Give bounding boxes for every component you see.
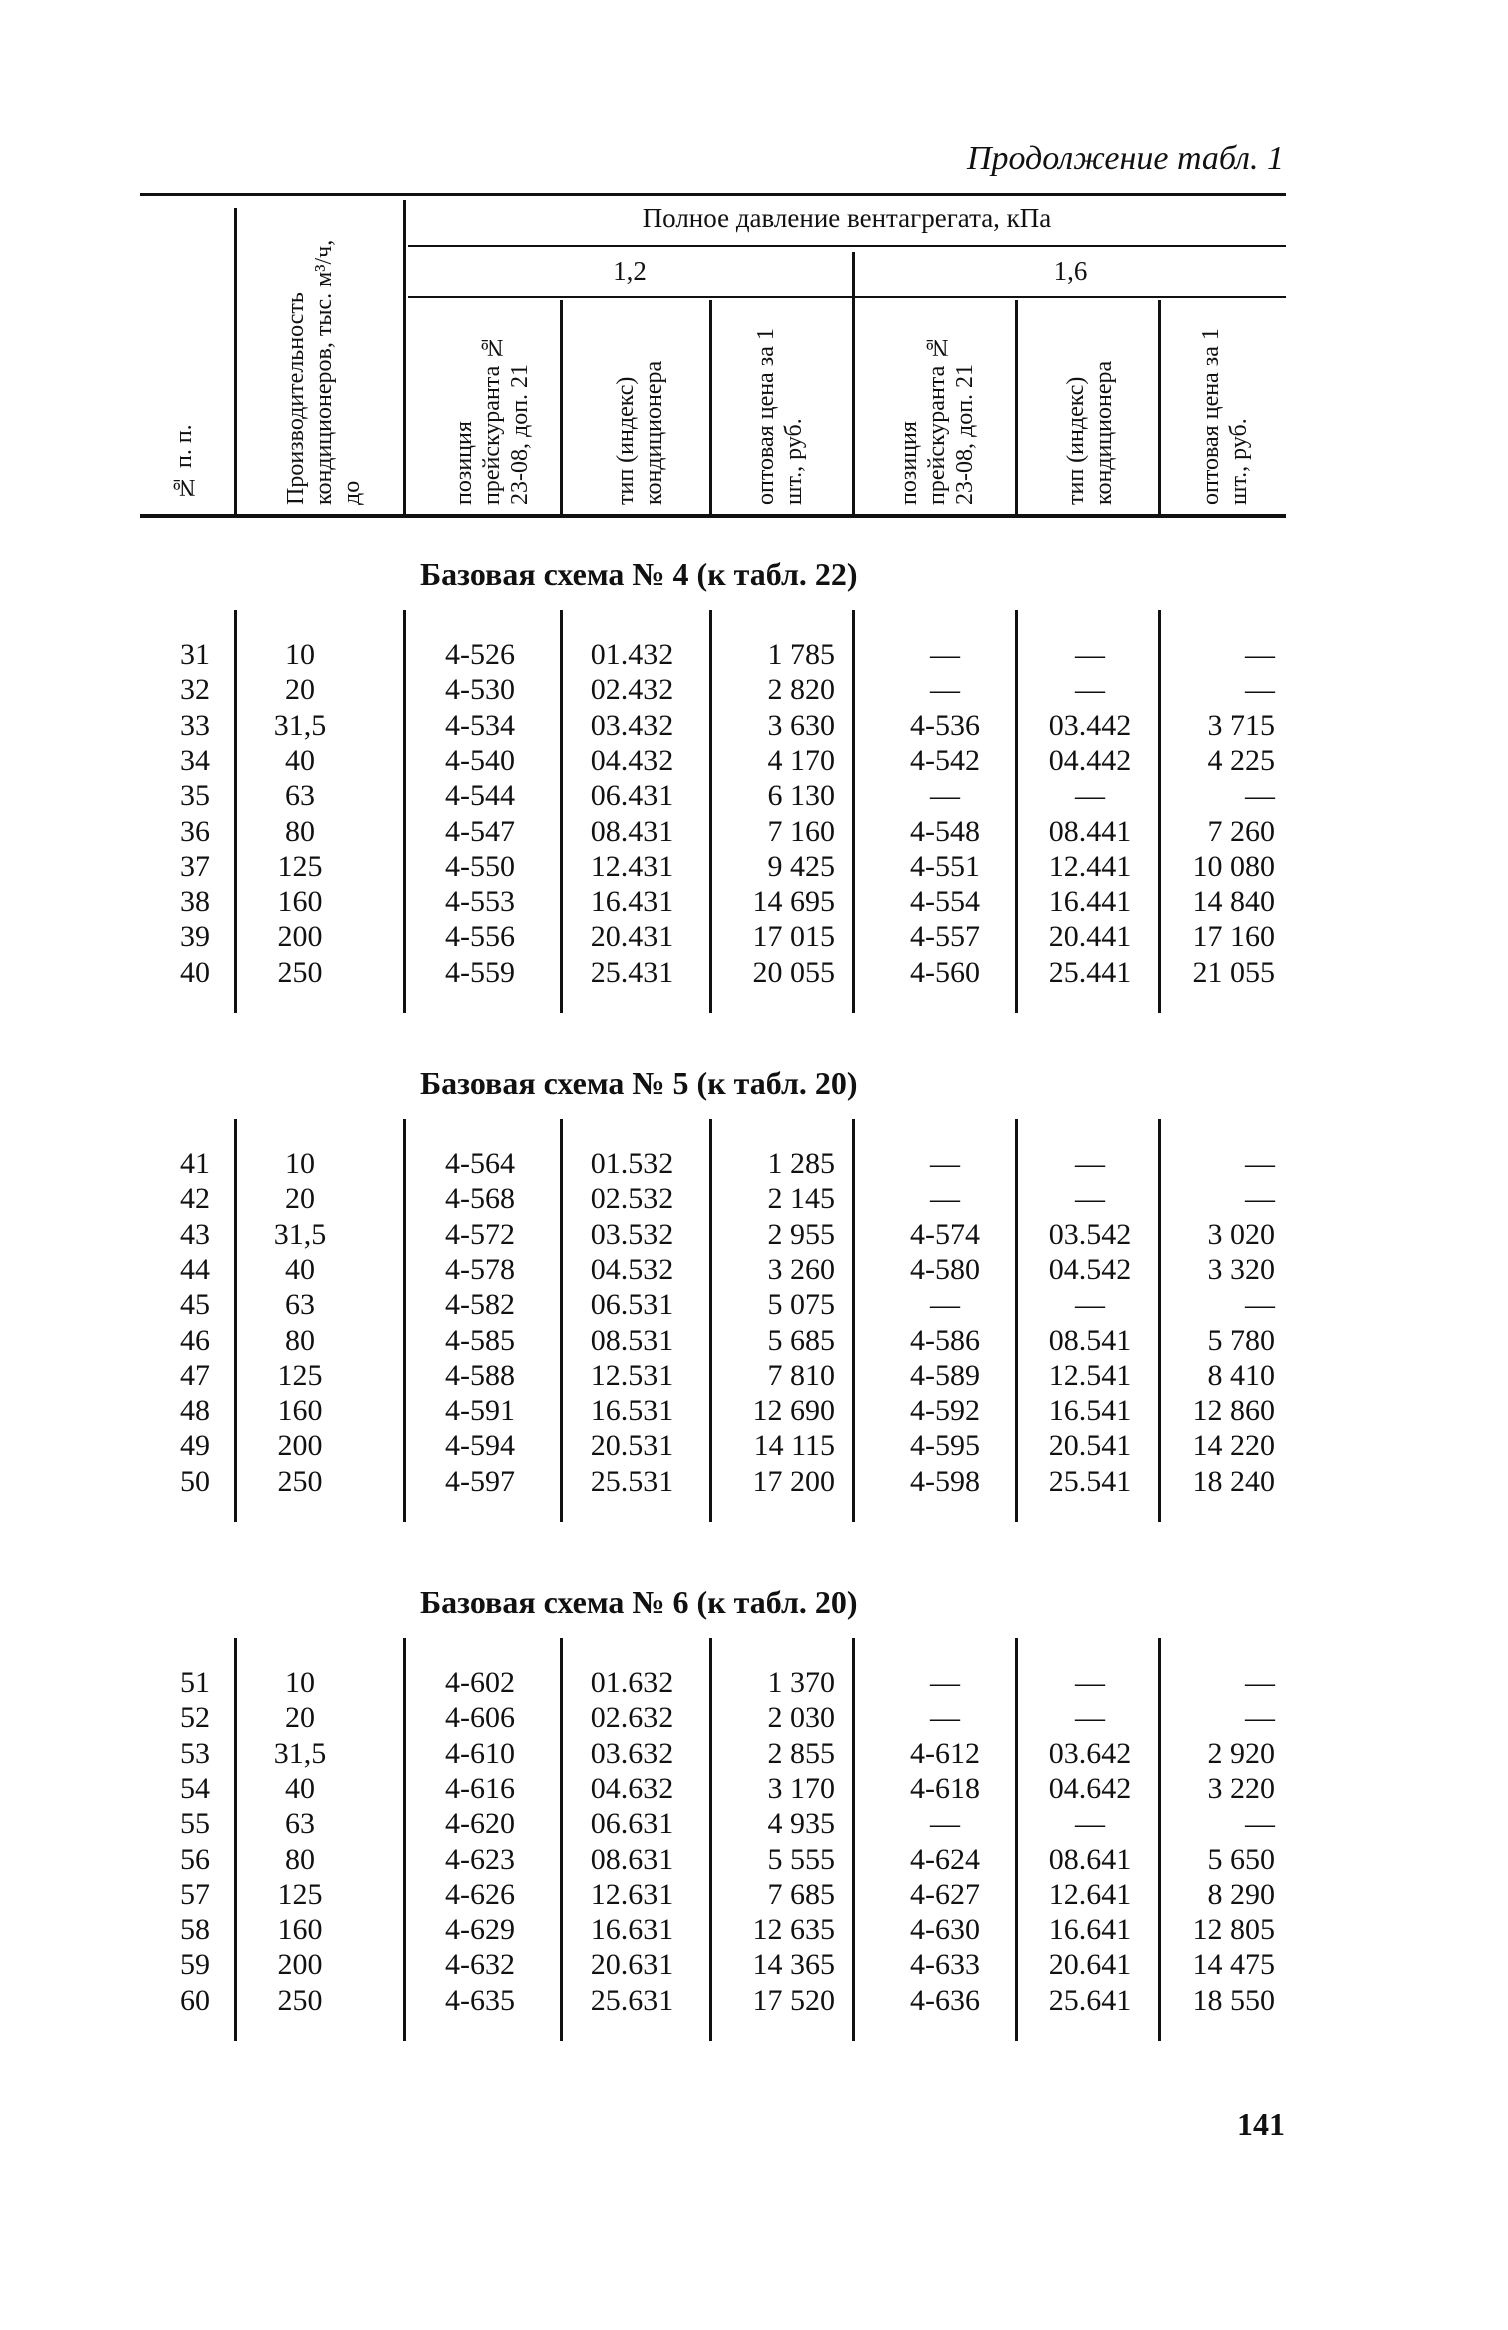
capacity-cell: 200 [277, 920, 323, 954]
type-1-2-cell: 20.531 [590, 1429, 674, 1463]
position-1-2-cell: 4-564 [445, 1147, 515, 1180]
position-1-2-cell: 4-550 [445, 849, 515, 883]
price-1-2-cell: 17 200 [752, 1464, 835, 1498]
row-number-cell: 57 [180, 1877, 210, 1911]
type-1-6-cell: 04.542 [1048, 1252, 1132, 1286]
type-1-6-cell: 25.441 [1048, 955, 1132, 989]
header-top-rule [140, 193, 1286, 196]
header-divider-3 [852, 252, 855, 514]
position-1-2-cell: 4-547 [445, 814, 515, 848]
header-divider-4 [560, 300, 563, 514]
row-number-cell: 47 [180, 1358, 210, 1392]
position-1-6-cell: 4-624 [910, 1842, 980, 1876]
table-row [0, 779, 1508, 814]
table-row [0, 850, 1508, 885]
row-number-cell: 34 [180, 743, 210, 777]
type-1-6-cell: 12.441 [1048, 849, 1132, 883]
price-1-2-cell: 3 170 [767, 1771, 835, 1805]
capacity-cell: 200 [277, 1429, 323, 1463]
type-1-2-cell: 04.432 [590, 743, 674, 777]
capacity-cell: 125 [277, 849, 323, 883]
position-1-6-cell: 4-627 [910, 1877, 980, 1911]
capacity-cell: 31,5 [273, 1736, 327, 1770]
type-1-2-cell: 02.632 [590, 1701, 674, 1735]
type-1-6-cell: 04.642 [1048, 1771, 1132, 1805]
capacity-cell: 63 [285, 1807, 315, 1841]
capacity-cell: 40 [285, 1771, 315, 1805]
position-1-6-cell: — [930, 1666, 960, 1699]
pressure-1-6: 1,6 [1053, 256, 1088, 286]
col-header-position-2: позиция прейскуранта № 23-08, доп. 21 [896, 333, 978, 505]
row-number-cell: 32 [180, 673, 210, 707]
row-number-cell: 55 [180, 1807, 210, 1841]
type-1-2-cell: 03.432 [590, 708, 674, 742]
row-number-cell: 43 [180, 1217, 210, 1251]
page-number: 141 [1237, 2106, 1285, 2142]
row-number-cell: 41 [180, 1147, 210, 1180]
price-1-6-cell: 17 160 [1192, 920, 1275, 954]
header-bottom-rule [140, 514, 1286, 518]
price-1-6-cell: 5 650 [1207, 1842, 1275, 1876]
type-1-6-cell: 16.541 [1048, 1394, 1132, 1428]
col-header-price-2: оптовая цена за 1 шт., руб. [1198, 328, 1252, 505]
position-1-2-cell: 4-530 [445, 673, 515, 707]
pressure-value-rule [408, 296, 1286, 298]
price-1-6-cell: 10 080 [1192, 849, 1275, 883]
type-1-2-cell: 01.432 [590, 638, 674, 671]
position-1-6-cell: 4-589 [910, 1358, 980, 1392]
row-number-cell: 38 [180, 885, 210, 919]
pressure-title: Полное давление вентагрегата, кПа [642, 203, 1052, 233]
price-1-2-cell: 2 145 [767, 1182, 835, 1216]
pressure-title-rule [408, 245, 1286, 247]
position-1-2-cell: 4-568 [445, 1182, 515, 1216]
position-1-2-cell: 4-602 [445, 1666, 515, 1699]
position-1-6-cell: — [930, 673, 960, 707]
capacity-cell: 40 [285, 1252, 315, 1286]
capacity-cell: 63 [285, 1288, 315, 1322]
type-1-6-cell: 08.641 [1048, 1842, 1132, 1876]
type-1-2-cell: 16.531 [590, 1394, 674, 1428]
type-1-2-cell: 03.532 [590, 1217, 674, 1251]
type-1-2-cell: 08.531 [590, 1323, 674, 1357]
price-1-6-cell: 8 410 [1207, 1358, 1275, 1392]
table-row [0, 1737, 1508, 1772]
price-1-2-cell: 12 690 [752, 1394, 835, 1428]
type-1-6-cell: — [1075, 779, 1105, 813]
price-1-6-cell: — [1245, 1147, 1275, 1180]
position-1-6-cell: 4-592 [910, 1394, 980, 1428]
position-1-6-cell: 4-595 [910, 1429, 980, 1463]
capacity-cell: 200 [277, 1948, 323, 1982]
price-1-6-cell: 8 290 [1207, 1877, 1275, 1911]
section-title: Базовая схема № 6 (к табл. 20) [420, 1584, 858, 1620]
header-divider-1 [234, 208, 237, 514]
table-row [0, 1429, 1508, 1464]
type-1-2-cell: 20.431 [590, 920, 674, 954]
price-1-2-cell: 2 030 [767, 1701, 835, 1735]
position-1-2-cell: 4-616 [445, 1771, 515, 1805]
position-1-6-cell: 4-612 [910, 1736, 980, 1770]
position-1-6-cell: 4-554 [910, 885, 980, 919]
price-1-6-cell: 2 920 [1207, 1736, 1275, 1770]
price-1-6-cell: — [1245, 1807, 1275, 1841]
position-1-6-cell: — [930, 638, 960, 671]
table-row [0, 709, 1508, 744]
price-1-6-cell: 12 860 [1192, 1394, 1275, 1428]
table-row [0, 1807, 1508, 1842]
table-row [0, 1984, 1508, 2019]
price-1-6-cell: — [1245, 1288, 1275, 1322]
price-1-2-cell: 14 115 [753, 1429, 835, 1463]
row-number-cell: 56 [180, 1842, 210, 1876]
type-1-6-cell: — [1075, 638, 1105, 671]
price-1-6-cell: 12 805 [1192, 1913, 1275, 1947]
row-number-cell: 40 [180, 955, 210, 989]
capacity-cell: 250 [277, 1983, 323, 2017]
price-1-6-cell: 3 715 [1207, 708, 1275, 742]
row-number-cell: 37 [180, 849, 210, 883]
type-1-2-cell: 25.431 [590, 955, 674, 989]
row-number-cell: 51 [180, 1666, 210, 1699]
capacity-cell: 10 [285, 1147, 315, 1180]
row-number-cell: 59 [180, 1948, 210, 1982]
capacity-cell: 125 [277, 1358, 323, 1392]
table-row [0, 1253, 1508, 1288]
table-row [0, 1147, 1508, 1182]
header-divider-7 [1158, 300, 1161, 514]
price-1-6-cell: 18 240 [1192, 1464, 1275, 1498]
price-1-6-cell: — [1245, 1182, 1275, 1216]
position-1-6-cell: — [930, 1288, 960, 1322]
capacity-cell: 40 [285, 743, 315, 777]
price-1-2-cell: 5 555 [767, 1842, 835, 1876]
position-1-2-cell: 4-526 [445, 638, 515, 671]
position-1-2-cell: 4-540 [445, 743, 515, 777]
price-1-2-cell: 17 015 [752, 920, 835, 954]
price-1-6-cell: 3 020 [1207, 1217, 1275, 1251]
position-1-6-cell: — [930, 779, 960, 813]
price-1-2-cell: 5 685 [767, 1323, 835, 1357]
type-1-2-cell: 04.532 [590, 1252, 674, 1286]
row-number-cell: 36 [180, 814, 210, 848]
table-row [0, 1359, 1508, 1394]
header-divider-2 [403, 200, 406, 514]
price-1-2-cell: 20 055 [752, 955, 835, 989]
row-number-cell: 49 [180, 1429, 210, 1463]
table-continuation-caption: Продолжение табл. 1 [966, 140, 1284, 177]
price-1-2-cell: 7 810 [767, 1358, 835, 1392]
capacity-cell: 20 [285, 1182, 315, 1216]
capacity-cell: 80 [285, 1323, 315, 1357]
position-1-2-cell: 4-572 [445, 1217, 515, 1251]
position-1-6-cell: — [930, 1182, 960, 1216]
position-1-6-cell: 4-598 [910, 1464, 980, 1498]
position-1-6-cell: 4-548 [910, 814, 980, 848]
header-divider-5 [709, 300, 712, 514]
price-1-2-cell: 4 935 [767, 1807, 835, 1841]
position-1-6-cell: 4-633 [910, 1948, 980, 1982]
price-1-6-cell: 5 780 [1207, 1323, 1275, 1357]
price-1-2-cell: 17 520 [752, 1983, 835, 2017]
price-1-6-cell: 14 840 [1192, 885, 1275, 919]
capacity-cell: 125 [277, 1877, 323, 1911]
price-1-2-cell: 2 855 [767, 1736, 835, 1770]
section-title: Базовая схема № 5 (к табл. 20) [420, 1065, 858, 1101]
type-1-2-cell: 02.432 [590, 673, 674, 707]
type-1-2-cell: 16.631 [590, 1913, 674, 1947]
position-1-6-cell: 4-551 [910, 849, 980, 883]
price-1-2-cell: 3 630 [767, 708, 835, 742]
type-1-6-cell: — [1075, 1807, 1105, 1841]
type-1-2-cell: 12.631 [590, 1877, 674, 1911]
price-1-2-cell: 1 370 [767, 1666, 835, 1699]
row-number-cell: 42 [180, 1182, 210, 1216]
table-row [0, 1772, 1508, 1807]
type-1-2-cell: 16.431 [590, 885, 674, 919]
type-1-2-cell: 25.631 [590, 1983, 674, 2017]
price-1-6-cell: — [1245, 1666, 1275, 1699]
type-1-2-cell: 02.532 [590, 1182, 674, 1216]
type-1-6-cell: 16.641 [1048, 1913, 1132, 1947]
type-1-2-cell: 08.431 [590, 814, 674, 848]
position-1-6-cell: 4-586 [910, 1323, 980, 1357]
type-1-2-cell: 04.632 [590, 1771, 674, 1805]
price-1-6-cell: 3 220 [1207, 1771, 1275, 1805]
type-1-6-cell: 12.541 [1048, 1358, 1132, 1392]
capacity-cell: 10 [285, 1666, 315, 1699]
capacity-cell: 20 [285, 1701, 315, 1735]
price-1-2-cell: 6 130 [767, 779, 835, 813]
price-1-6-cell: 14 475 [1192, 1948, 1275, 1982]
col-header-capacity: Производительность кондиционеров, тыс. м³/ч, до [283, 239, 365, 505]
col-header-type-1: тип (индекс) кондиционера [613, 360, 667, 505]
position-1-6-cell: 4-560 [910, 955, 980, 989]
table-row [0, 1666, 1508, 1701]
position-1-2-cell: 4-534 [445, 708, 515, 742]
type-1-6-cell: — [1075, 1288, 1105, 1322]
table-row [0, 673, 1508, 708]
position-1-6-cell: 4-630 [910, 1913, 980, 1947]
table-row [0, 1465, 1508, 1500]
type-1-6-cell: 25.541 [1048, 1464, 1132, 1498]
price-1-6-cell: — [1245, 779, 1275, 813]
row-number-cell: 31 [180, 638, 210, 671]
table-row [0, 1878, 1508, 1913]
type-1-6-cell: 20.541 [1048, 1429, 1132, 1463]
capacity-cell: 31,5 [273, 1217, 327, 1251]
price-1-2-cell: 14 695 [752, 885, 835, 919]
col-header-position-1: позиция прейскуранта № 23-08, доп. 21 [451, 333, 533, 505]
position-1-6-cell: — [930, 1807, 960, 1841]
price-1-2-cell: 4 170 [767, 743, 835, 777]
position-1-6-cell: 4-618 [910, 1771, 980, 1805]
price-1-2-cell: 1 285 [767, 1147, 835, 1180]
capacity-cell: 80 [285, 1842, 315, 1876]
price-1-2-cell: 12 635 [752, 1913, 835, 1947]
capacity-cell: 160 [277, 1394, 323, 1428]
type-1-6-cell: 08.441 [1048, 814, 1132, 848]
row-number-cell: 53 [180, 1736, 210, 1770]
col-header-price-1: оптовая цена за 1 шт., руб. [753, 328, 807, 505]
type-1-6-cell: 20.441 [1048, 920, 1132, 954]
position-1-2-cell: 4-578 [445, 1252, 515, 1286]
position-1-2-cell: 4-591 [445, 1394, 515, 1428]
type-1-2-cell: 01.632 [590, 1666, 674, 1699]
type-1-6-cell: — [1075, 1182, 1105, 1216]
type-1-2-cell: 06.531 [590, 1288, 674, 1322]
type-1-6-cell: 03.442 [1048, 708, 1132, 742]
table-row [0, 1948, 1508, 1983]
table-row [0, 1843, 1508, 1878]
row-number-cell: 44 [180, 1252, 210, 1286]
table-row [0, 885, 1508, 920]
type-1-6-cell: 04.442 [1048, 743, 1132, 777]
price-1-6-cell: 14 220 [1192, 1429, 1275, 1463]
capacity-cell: 160 [277, 885, 323, 919]
table-row [0, 638, 1508, 673]
table-row [0, 1288, 1508, 1323]
position-1-2-cell: 4-588 [445, 1358, 515, 1392]
price-1-6-cell: 4 225 [1207, 743, 1275, 777]
position-1-6-cell: — [930, 1147, 960, 1180]
header-divider-6 [1015, 300, 1018, 514]
type-1-6-cell: 25.641 [1048, 1983, 1132, 2017]
type-1-6-cell: 16.441 [1048, 885, 1132, 919]
type-1-6-cell: 08.541 [1048, 1323, 1132, 1357]
type-1-6-cell: 12.641 [1048, 1877, 1132, 1911]
position-1-2-cell: 4-629 [445, 1913, 515, 1947]
row-number-cell: 35 [180, 779, 210, 813]
price-1-2-cell: 7 685 [767, 1877, 835, 1911]
table-row [0, 1182, 1508, 1217]
capacity-cell: 63 [285, 779, 315, 813]
price-1-2-cell: 5 075 [767, 1288, 835, 1322]
row-number-cell: 46 [180, 1323, 210, 1357]
table-row [0, 1324, 1508, 1359]
price-1-2-cell: 3 260 [767, 1252, 835, 1286]
table-row [0, 1701, 1508, 1736]
capacity-cell: 80 [285, 814, 315, 848]
price-1-2-cell: 14 365 [752, 1948, 835, 1982]
row-number-cell: 54 [180, 1771, 210, 1805]
table-row [0, 956, 1508, 991]
price-1-6-cell: — [1245, 638, 1275, 671]
position-1-6-cell: 4-580 [910, 1252, 980, 1286]
capacity-cell: 20 [285, 673, 315, 707]
position-1-2-cell: 4-610 [445, 1736, 515, 1770]
position-1-2-cell: 4-597 [445, 1464, 515, 1498]
type-1-2-cell: 12.431 [590, 849, 674, 883]
price-1-6-cell: 21 055 [1192, 955, 1275, 989]
position-1-6-cell: 4-536 [910, 708, 980, 742]
type-1-2-cell: 01.532 [590, 1147, 674, 1180]
table-row [0, 1218, 1508, 1253]
position-1-6-cell: — [930, 1701, 960, 1735]
price-1-6-cell: — [1245, 673, 1275, 707]
position-1-6-cell: 4-542 [910, 743, 980, 777]
row-number-cell: 33 [180, 708, 210, 742]
capacity-cell: 160 [277, 1913, 323, 1947]
price-1-2-cell: 9 425 [767, 849, 835, 883]
price-1-6-cell: 3 320 [1207, 1252, 1275, 1286]
row-number-cell: 39 [180, 920, 210, 954]
position-1-2-cell: 4-635 [445, 1983, 515, 2017]
row-number-cell: 48 [180, 1394, 210, 1428]
price-1-6-cell: 18 550 [1192, 1983, 1275, 2017]
type-1-6-cell: — [1075, 673, 1105, 707]
position-1-2-cell: 4-632 [445, 1948, 515, 1982]
type-1-2-cell: 06.431 [590, 779, 674, 813]
position-1-2-cell: 4-594 [445, 1429, 515, 1463]
table-row [0, 744, 1508, 779]
position-1-2-cell: 4-606 [445, 1701, 515, 1735]
position-1-2-cell: 4-620 [445, 1807, 515, 1841]
position-1-6-cell: 4-574 [910, 1217, 980, 1251]
table-row [0, 920, 1508, 955]
type-1-6-cell: 03.542 [1048, 1217, 1132, 1251]
position-1-6-cell: 4-557 [910, 920, 980, 954]
type-1-6-cell: — [1075, 1147, 1105, 1180]
table-row [0, 1913, 1508, 1948]
position-1-2-cell: 4-556 [445, 920, 515, 954]
price-1-2-cell: 1 785 [767, 638, 835, 671]
type-1-2-cell: 08.631 [590, 1842, 674, 1876]
position-1-2-cell: 4-585 [445, 1323, 515, 1357]
row-number-cell: 50 [180, 1464, 210, 1498]
table-row [0, 1394, 1508, 1429]
price-1-2-cell: 2 955 [767, 1217, 835, 1251]
type-1-2-cell: 12.531 [590, 1358, 674, 1392]
position-1-6-cell: 4-636 [910, 1983, 980, 2017]
capacity-cell: 31,5 [273, 708, 327, 742]
position-1-2-cell: 4-626 [445, 1877, 515, 1911]
table-row [0, 815, 1508, 850]
row-number-cell: 45 [180, 1288, 210, 1322]
price-1-6-cell: 7 260 [1207, 814, 1275, 848]
col-header-type-2: тип (индекс) кондиционера [1063, 360, 1117, 505]
capacity-cell: 250 [277, 1464, 323, 1498]
price-1-2-cell: 7 160 [767, 814, 835, 848]
position-1-2-cell: 4-582 [445, 1288, 515, 1322]
pressure-1-2: 1,2 [613, 256, 647, 286]
type-1-6-cell: 20.641 [1048, 1948, 1132, 1982]
position-1-2-cell: 4-544 [445, 779, 515, 813]
type-1-2-cell: 20.631 [590, 1948, 674, 1982]
position-1-2-cell: 4-559 [445, 955, 515, 989]
type-1-2-cell: 06.631 [590, 1807, 674, 1841]
type-1-6-cell: 03.642 [1048, 1736, 1132, 1770]
row-number-cell: 52 [180, 1701, 210, 1735]
type-1-6-cell: — [1075, 1701, 1105, 1735]
type-1-6-cell: — [1075, 1666, 1105, 1699]
capacity-cell: 10 [285, 638, 315, 671]
position-1-2-cell: 4-623 [445, 1842, 515, 1876]
col-header-num: № п. п. [171, 424, 197, 500]
price-1-2-cell: 2 820 [767, 673, 835, 707]
capacity-cell: 250 [277, 955, 323, 989]
section-title: Базовая схема № 4 (к табл. 22) [420, 556, 858, 592]
row-number-cell: 58 [180, 1913, 210, 1947]
price-1-6-cell: — [1245, 1701, 1275, 1735]
type-1-2-cell: 25.531 [590, 1464, 674, 1498]
position-1-2-cell: 4-553 [445, 885, 515, 919]
type-1-2-cell: 03.632 [590, 1736, 674, 1770]
row-number-cell: 60 [180, 1983, 210, 2017]
